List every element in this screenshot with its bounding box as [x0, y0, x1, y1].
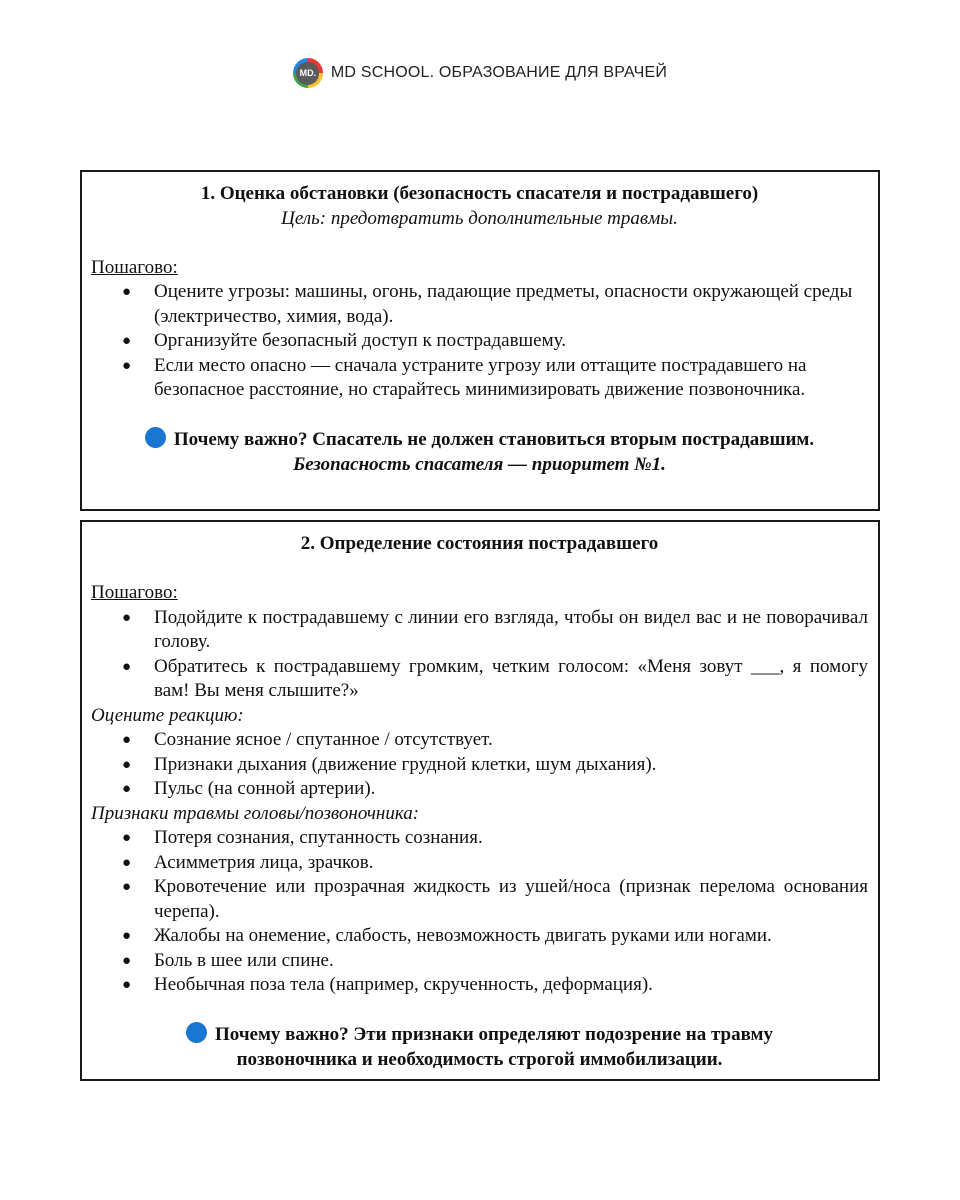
- list-item: ● Признаки дыхания (движение грудной клетки, шум дыхания).: [91, 753, 868, 778]
- section2-reaction-list: [91, 728, 868, 802]
- list-item: ● Подойдите к пострадавшему с линии его взгляда, чтобы он видел вас и не поворачивал голову.: [91, 606, 868, 655]
- blue-circle-icon: [186, 1022, 207, 1043]
- list-item: ● Необычная поза тела (например, скрученность, деформация).: [91, 973, 868, 998]
- spacer: [91, 231, 868, 256]
- section-victim-condition: [80, 520, 880, 1081]
- list-item: ● Оцените угрозы: машины, огонь, падающие предметы, опасности окружающей среды (электричество, химия, вода).: [91, 280, 868, 329]
- spacer: [91, 998, 868, 1023]
- section2-why-note: [91, 1022, 868, 1072]
- section-safety-assessment: [80, 170, 880, 511]
- list-item: ● Асимметрия лица, зрачков.: [91, 851, 868, 876]
- section2-trauma-label: Признаки травмы головы/позвоночника:: [91, 802, 420, 824]
- page-header: [0, 58, 960, 88]
- list-item: ● Потеря сознания, спутанность сознания.: [91, 826, 868, 851]
- section1-why-note: [91, 427, 868, 453]
- header-title: MD SCHOOL. ОБРАЗОВАНИЕ ДЛЯ ВРАЧЕЙ: [330, 64, 668, 81]
- section1-steps-label: Пошагово:: [91, 256, 178, 278]
- spacer: [91, 403, 868, 428]
- list-item: ● Пульс (на сонной артерии).: [91, 777, 868, 802]
- list-item: ● Обратитесь к пострадавшему громким, четким голосом: «Меня зовут ___, я помогу вам! Вы меня слышите?»: [91, 655, 868, 704]
- logo-text: MD.: [296, 62, 319, 85]
- blue-circle-icon: [145, 427, 166, 448]
- section2-steps-label: Пошагово:: [91, 582, 178, 603]
- section1-steps-list: [91, 280, 868, 403]
- list-item: ● Организуйте безопасный доступ к пострадавшему.: [91, 329, 868, 354]
- list-item: ● Если место опасно — сначала устраните угрозу или оттащите пострадавшего на безопасное расстояние, но старайтесь минимизировать движение позвоночника.: [91, 354, 868, 403]
- section1-why-text: Почему важно? Спасатель не должен становиться вторым пострадавшим.: [173, 429, 815, 450]
- list-item: ● Боль в шее или спине.: [91, 949, 868, 974]
- section1-title: 1. Оценка обстановки (безопасность спасателя и пострадавшего): [200, 183, 759, 204]
- section2-why-text: Почему важно? Эти признаки определяют подозрение на травму позвоночника и необходимость строгой иммобилизации.: [215, 1024, 773, 1070]
- list-item: ● Жалобы на онемение, слабость, невозможность двигать руками или ногами.: [91, 924, 868, 949]
- section2-steps-list: [91, 606, 868, 704]
- md-school-logo: [293, 58, 323, 88]
- spacer: [91, 557, 868, 582]
- list-item: ● Кровотечение или прозрачная жидкость из ушей/носа (признак перелома основания черепа).: [91, 875, 868, 924]
- section2-reaction-label: Оцените реакцию:: [91, 704, 244, 726]
- list-item: ● Сознание ясное / спутанное / отсутствует.: [91, 728, 868, 753]
- section2-trauma-list: [91, 826, 868, 998]
- section1-why-emphasis: Безопасность спасателя — приоритет №1.: [293, 453, 666, 475]
- section2-title: 2. Определение состояния пострадавшего: [300, 533, 659, 554]
- section1-goal: Цель: предотвратить дополнительные травмы.: [281, 207, 678, 229]
